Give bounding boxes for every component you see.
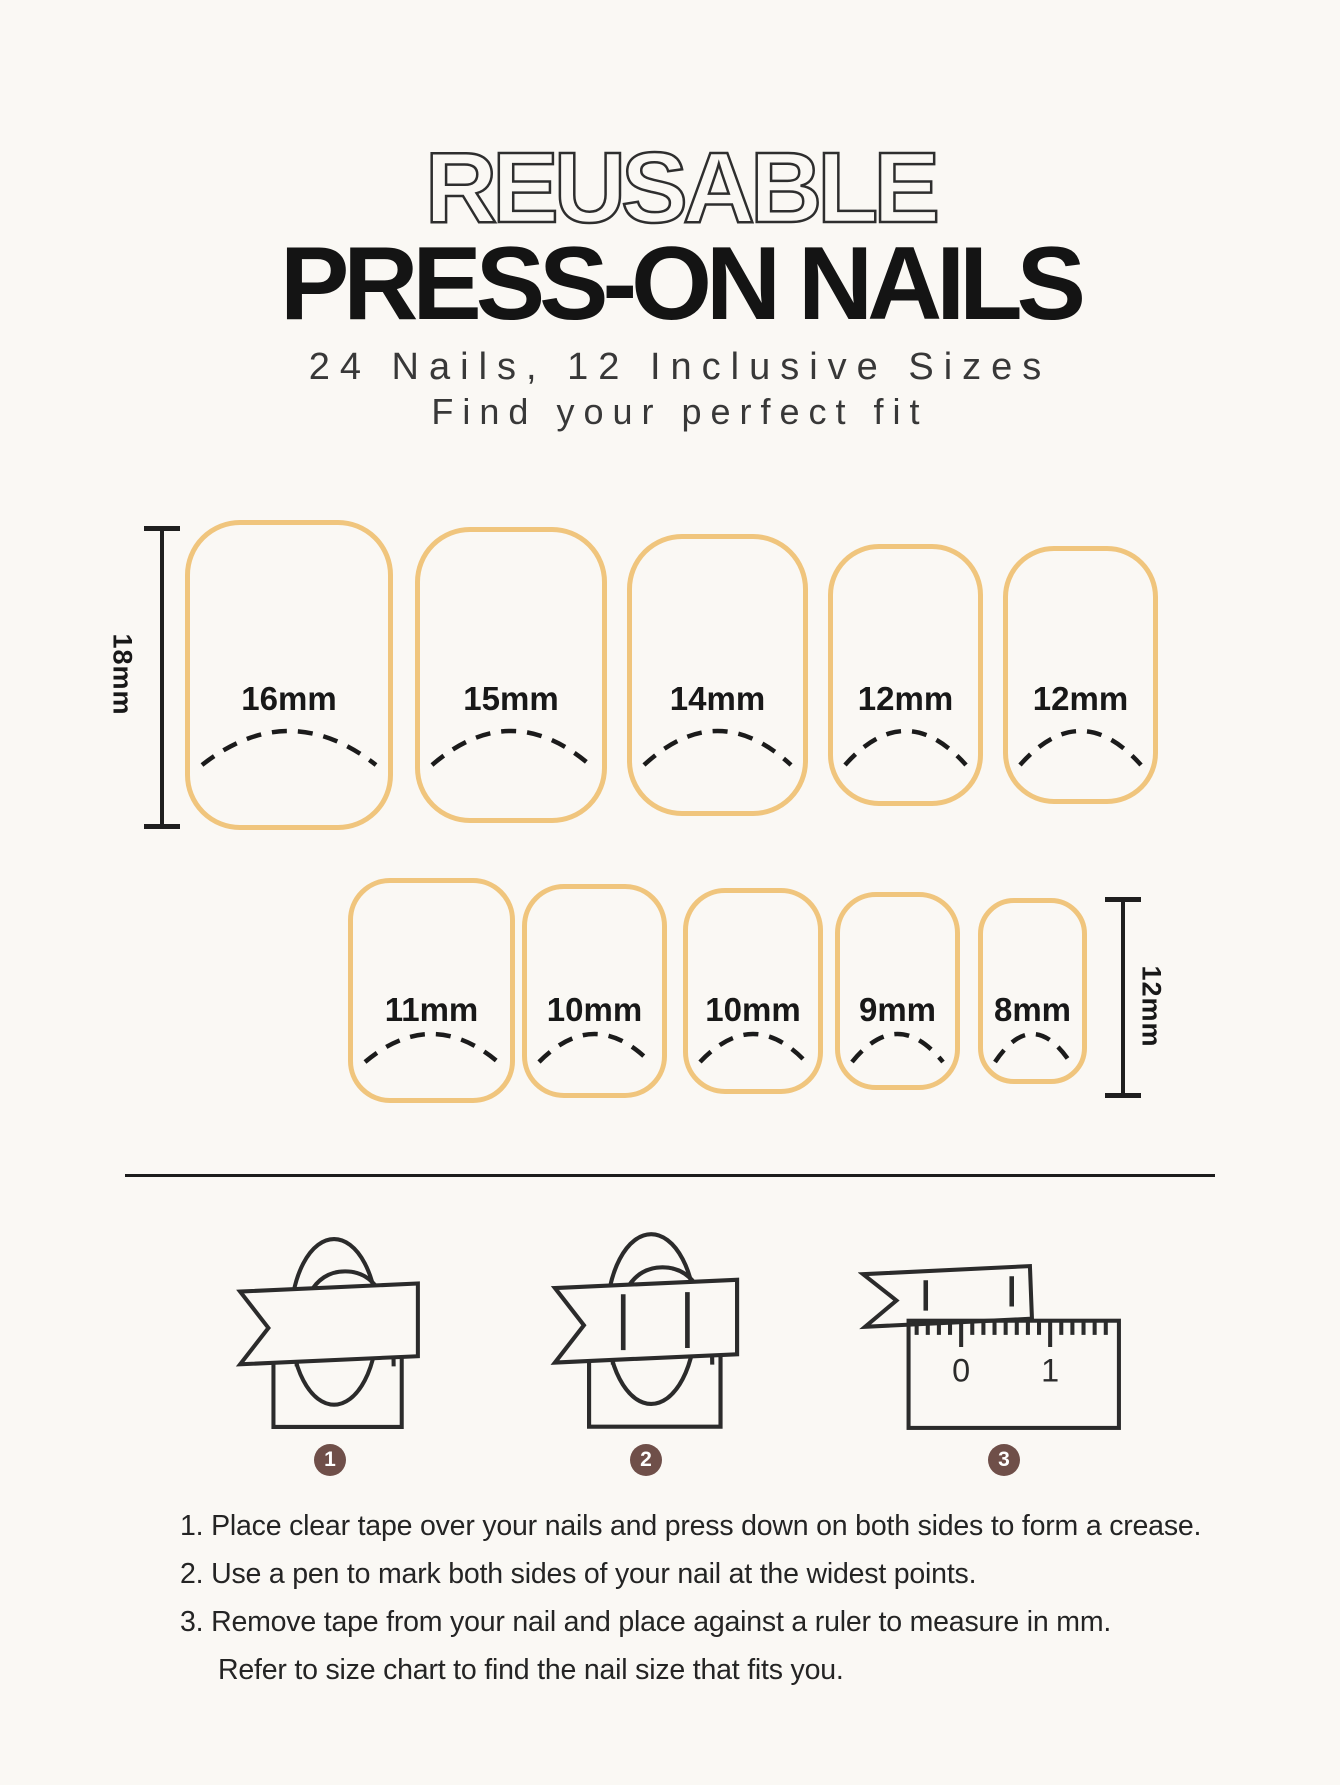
ruler-number-1: 1: [1041, 1352, 1060, 1389]
section-divider: [125, 1174, 1215, 1177]
nail-size-label: 10mm: [705, 991, 801, 1028]
cuticle-dashed-arc: [198, 715, 380, 775]
ruler-measure-icon: [858, 1260, 1126, 1432]
nail-size-label: 12mm: [857, 680, 954, 717]
cuticle-dashed-arc: [841, 715, 970, 775]
cuticle-dashed-arc: [991, 1022, 1074, 1072]
nail-outline: [348, 878, 515, 1103]
page-title: PRESS-ON NAILS: [279, 226, 1081, 342]
step-badge-1: 1: [314, 1444, 346, 1476]
ruler-number-0: 0: [952, 1352, 971, 1389]
instruction-line: 3. Remove tape from your nail and place against a ruler to measure in mm.: [180, 1606, 1112, 1638]
instruction-line: 2. Use a pen to mark both sides of your nail at the widest points.: [180, 1558, 977, 1590]
nail-size-row-large: [0, 520, 1340, 830]
cuticle-dashed-arc: [361, 1022, 502, 1072]
nail-outline: [627, 534, 808, 816]
cuticle-dashed-arc: [535, 1022, 654, 1072]
dimension-cap-bottom: [1105, 1093, 1141, 1098]
dimension-line: [160, 526, 164, 828]
nail-outline: [828, 544, 983, 806]
nail-size-label: 9mm: [858, 991, 937, 1028]
cuticle-dashed-arc: [640, 715, 795, 775]
nail-size-label: 11mm: [384, 991, 479, 1028]
instruction-line: Refer to size chart to find the nail size that fits you.: [218, 1654, 844, 1686]
instruction-list: [180, 1502, 1310, 1694]
subtitle-line2: Find your perfect fit: [431, 391, 929, 432]
cuticle-dashed-arc: [696, 1022, 810, 1072]
nail-size-label: 14mm: [669, 680, 766, 717]
title-outline: REUSABLE: [424, 132, 936, 244]
cuticle-dashed-arc: [848, 1022, 947, 1072]
nail-size-label: 10mm: [546, 991, 643, 1028]
dimension-label-18mm: 18mm: [107, 633, 138, 716]
step-badge-3: 3: [988, 1444, 1020, 1476]
cuticle-dashed-arc: [1016, 715, 1145, 775]
dimension-label-12mm: 12mm: [1136, 965, 1167, 1048]
dimension-line: [1121, 897, 1125, 1098]
nail-outline: [522, 884, 667, 1098]
nail-size-label: 12mm: [1032, 680, 1129, 717]
cuticle-dashed-arc: [428, 715, 594, 775]
nail-outline: [185, 520, 393, 830]
nail-size-label: 8mm: [993, 991, 1072, 1028]
nail-outline: [415, 527, 607, 823]
nail-outline: [1003, 546, 1158, 804]
nail-outline: [978, 898, 1087, 1084]
nail-outline: [835, 892, 960, 1090]
step-badge-2: 2: [630, 1444, 662, 1476]
nail-size-row-small: [0, 878, 1340, 1103]
nail-size-label: 16mm: [241, 680, 337, 717]
subtitle-line1: 24 Nails, 12 Inclusive Sizes: [308, 346, 1052, 388]
pen-marks-on-tape-icon: [540, 1228, 752, 1435]
tape-over-nail-icon: [228, 1233, 430, 1435]
nail-outline: [683, 888, 823, 1094]
nail-size-label: 15mm: [463, 680, 559, 717]
dimension-cap-bottom: [144, 824, 180, 829]
instruction-line: 1. Place clear tape over your nails and press down on both sides to form a crease.: [180, 1510, 1202, 1542]
